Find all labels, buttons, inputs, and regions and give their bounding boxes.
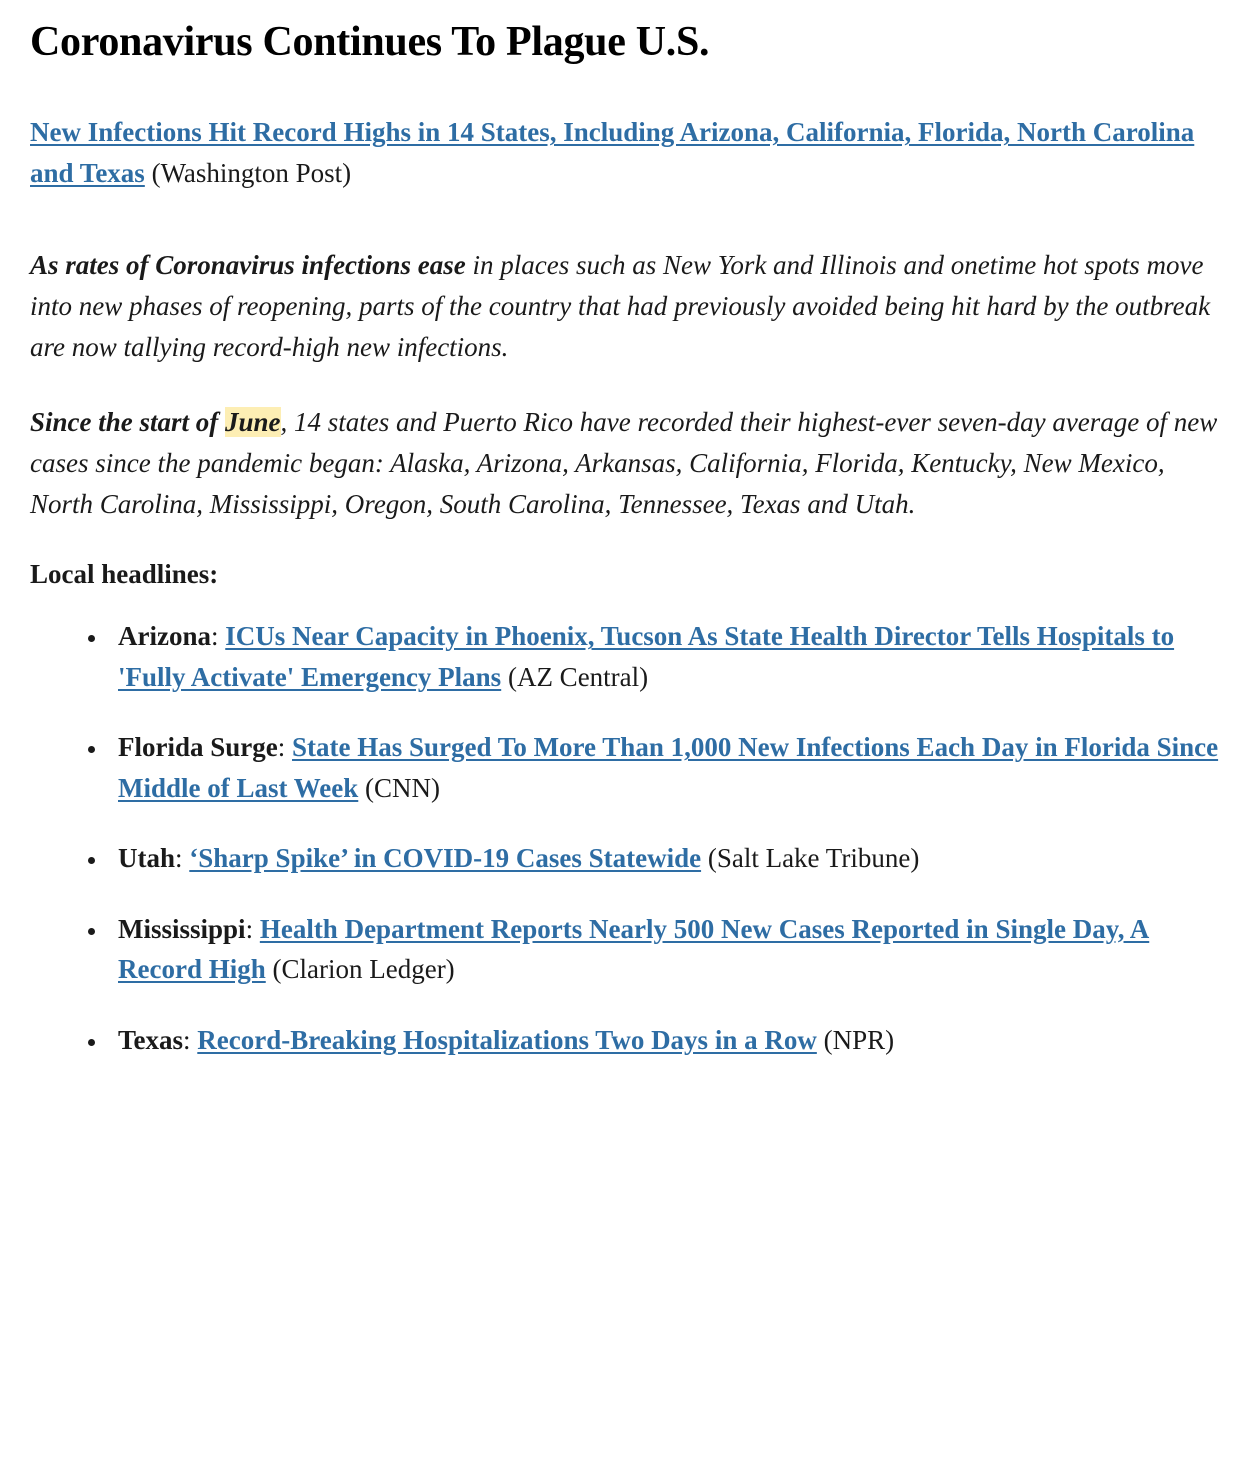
list-item-separator: : <box>175 843 190 874</box>
list-item-separator: : <box>245 913 260 944</box>
list-item <box>108 727 1228 808</box>
lede-source: (Washington Post) <box>144 157 352 188</box>
highlight-paragraph <box>30 402 1228 525</box>
local-headlines-list <box>30 616 1228 1060</box>
list-item-state: Utah <box>118 843 176 874</box>
list-item-headline-link[interactable]: ICUs Near Capacity in Phoenix, Tucson As State Health Director Tells Hospitals to 'Fully Activate' Emergency Plans <box>118 621 1175 692</box>
list-item-outlet: (AZ Central) <box>501 661 649 692</box>
list-item-outlet: (Salt Lake Tribune) <box>701 843 920 874</box>
list-item-separator: : <box>277 732 293 763</box>
list-item-outlet: (CNN) <box>358 772 441 803</box>
list-item <box>108 1020 1228 1061</box>
list-item-headline-link[interactable]: ‘Sharp Spike’ in COVID-19 Cases Statewide <box>189 843 702 874</box>
list-item-state: Texas <box>118 1024 184 1055</box>
summary-rest: in places such as New York and Illinois and onetime hot spots move into new phases of reopening, parts of the country that had previously avoided being hit hard by the outbreak are now tallying record-high new infections. <box>30 250 1211 363</box>
list-item-headline-link[interactable]: State Has Surged To More Than 1,000 New Infections Each Day in Florida Since Middle of Last Week <box>118 732 1219 803</box>
list-item <box>108 838 1228 879</box>
summary-lead-bold: As rates of Coronavirus infections ease <box>30 250 466 281</box>
list-item-outlet: (Clarion Ledger) <box>265 954 455 985</box>
page-title: Coronavirus Continues To Plague U.S. <box>30 19 710 65</box>
highlighted-text: June <box>225 407 281 438</box>
lede-paragraph <box>30 112 1228 193</box>
list-item-state: Florida Surge <box>118 732 278 763</box>
summary-paragraph <box>30 245 1228 368</box>
highlight-rest: , 14 states and Puerto Rico have recorded their highest-ever seven-day average of new cases since the pandemic began: Alaska, Arizona, Arkansas, California, Florida, Kentucky, New Mexico, North Carolina, Mississippi, Oregon, South Carolina, Tennessee, Texas and Utah. <box>30 407 1218 520</box>
list-item-state: Arizona <box>118 621 211 652</box>
lede-headline-link[interactable]: New Infections Hit Record Highs in 14 States, Including Arizona, California, Florida, North Carolina and Texas <box>30 117 1195 188</box>
list-item-headline-link[interactable]: Record-Breaking Hospitalizations Two Days in a Row <box>197 1024 817 1055</box>
list-item-separator: : <box>183 1024 198 1055</box>
list-item-state: Mississippi <box>118 913 246 944</box>
list-item-separator: : <box>210 621 226 652</box>
list-item <box>108 616 1228 697</box>
list-item <box>108 909 1228 990</box>
list-item-headline-link[interactable]: Health Department Reports Nearly 500 New Cases Reported in Single Day, A Record High <box>118 913 1150 985</box>
highlight-lead-bold: Since the start of <box>30 407 226 438</box>
local-headlines-label: Local headlines: <box>30 559 219 590</box>
list-item-outlet: (NPR) <box>816 1024 895 1055</box>
